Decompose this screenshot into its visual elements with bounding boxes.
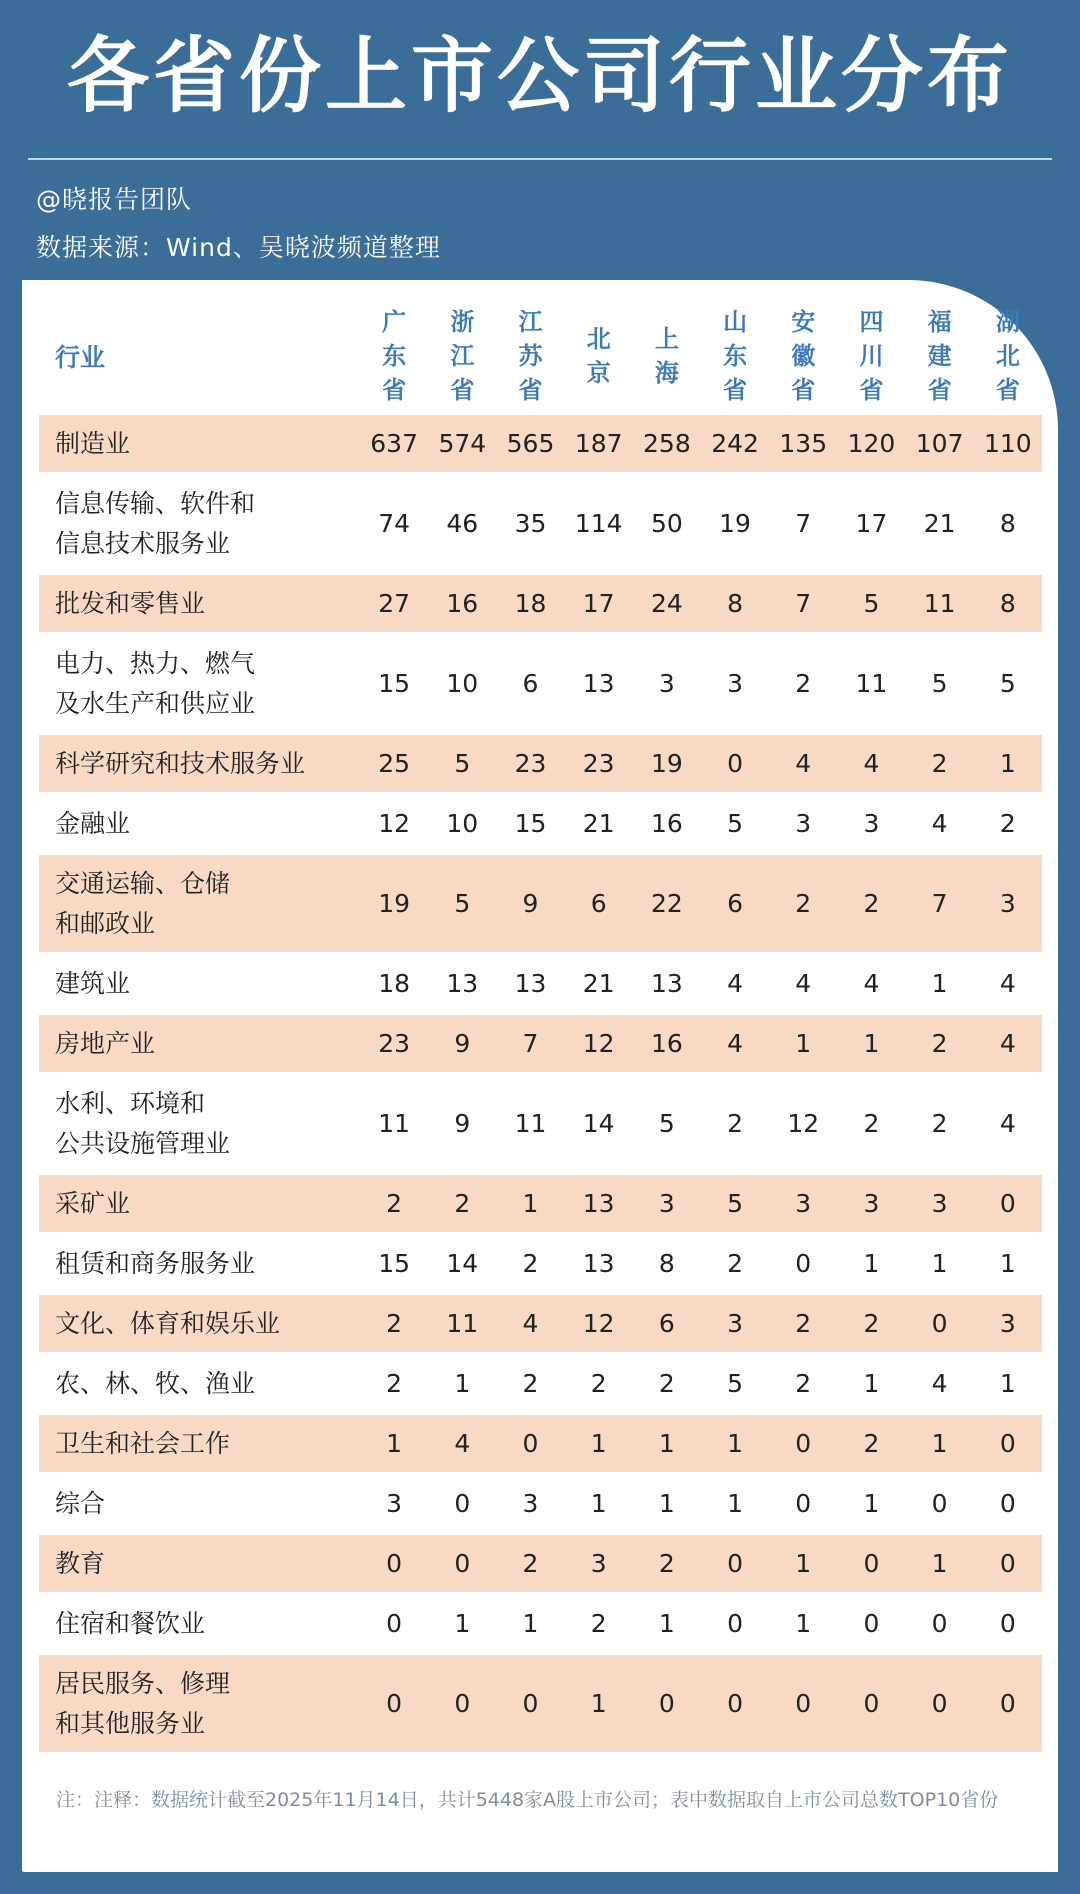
count-cell: 2: [906, 734, 974, 794]
count-cell: 0: [701, 1534, 769, 1594]
table-row: [39, 1354, 1042, 1414]
count-cell: 0: [974, 1474, 1042, 1534]
count-cell: 21: [906, 474, 974, 574]
count-cell: 9: [428, 1014, 496, 1074]
count-cell: 135: [769, 415, 837, 474]
count-cell: 1: [769, 1594, 837, 1654]
count-cell: 1: [565, 1474, 633, 1534]
count-cell: 2: [906, 1014, 974, 1074]
count-cell: 4: [701, 1014, 769, 1074]
count-cell: 2: [633, 1354, 701, 1414]
page-title: 各省份上市公司行业分布: [66, 29, 1013, 124]
count-cell: 2: [837, 1294, 905, 1354]
count-cell: 19: [701, 474, 769, 574]
industry-name: 电力、热力、燃气 及水生产和供应业: [39, 634, 360, 734]
count-cell: 0: [360, 1534, 428, 1594]
industry-table: [39, 297, 1042, 1752]
count-cell: 11: [428, 1294, 496, 1354]
industry-name: 交通运输、仓储 和邮政业: [39, 854, 360, 954]
count-cell: 2: [974, 794, 1042, 854]
count-cell: 24: [633, 574, 701, 634]
count-cell: 3: [360, 1474, 428, 1534]
industry-name: 科学研究和技术服务业: [39, 734, 360, 794]
province-header: 四川省: [859, 308, 884, 404]
table-row: [39, 794, 1042, 854]
table-row: [39, 1074, 1042, 1174]
count-cell: 1: [906, 1234, 974, 1294]
count-cell: 13: [496, 954, 564, 1014]
count-cell: 22: [633, 854, 701, 954]
count-cell: 0: [769, 1414, 837, 1474]
count-cell: 15: [360, 634, 428, 734]
count-cell: 6: [565, 854, 633, 954]
count-cell: 5: [633, 1074, 701, 1174]
count-cell: 4: [974, 954, 1042, 1014]
count-cell: 5: [701, 794, 769, 854]
count-cell: 258: [633, 415, 701, 474]
count-cell: 2: [428, 1174, 496, 1234]
count-cell: 1: [974, 1354, 1042, 1414]
count-cell: 0: [974, 1534, 1042, 1594]
count-cell: 15: [496, 794, 564, 854]
count-cell: 16: [428, 574, 496, 634]
industry-name: 采矿业: [39, 1174, 360, 1234]
count-cell: 7: [906, 854, 974, 954]
count-cell: 3: [769, 1174, 837, 1234]
count-cell: 8: [974, 574, 1042, 634]
table-row: [39, 1014, 1042, 1074]
count-cell: 23: [565, 734, 633, 794]
count-cell: 5: [428, 854, 496, 954]
province-header: 江苏省: [518, 308, 543, 404]
count-cell: 4: [837, 734, 905, 794]
table-row: [39, 854, 1042, 954]
count-cell: 1: [769, 1534, 837, 1594]
count-cell: 8: [633, 1234, 701, 1294]
count-cell: 0: [837, 1534, 905, 1594]
count-cell: 0: [428, 1654, 496, 1753]
count-cell: 0: [633, 1654, 701, 1753]
count-cell: 12: [360, 794, 428, 854]
count-cell: 0: [906, 1294, 974, 1354]
count-cell: 2: [906, 1074, 974, 1174]
count-cell: 114: [565, 474, 633, 574]
province-header: 广东省: [382, 308, 407, 404]
industry-name: 居民服务、修理 和其他服务业: [39, 1654, 360, 1753]
count-cell: 0: [769, 1474, 837, 1534]
count-cell: 6: [496, 634, 564, 734]
industry-name: 制造业: [39, 415, 360, 474]
count-cell: 2: [565, 1354, 633, 1414]
count-cell: 12: [565, 1014, 633, 1074]
count-cell: 23: [360, 1014, 428, 1074]
count-cell: 7: [769, 574, 837, 634]
table-card: [22, 280, 1058, 1872]
count-cell: 21: [565, 794, 633, 854]
count-cell: 0: [906, 1594, 974, 1654]
count-cell: 5: [906, 634, 974, 734]
count-cell: 13: [428, 954, 496, 1014]
count-cell: 3: [701, 1294, 769, 1354]
count-cell: 5: [701, 1174, 769, 1234]
table-row: [39, 415, 1042, 474]
count-cell: 1: [837, 1354, 905, 1414]
count-cell: 4: [769, 734, 837, 794]
count-cell: 12: [565, 1294, 633, 1354]
count-cell: 74: [360, 474, 428, 574]
count-cell: 1: [633, 1474, 701, 1534]
count-cell: 1: [565, 1654, 633, 1753]
count-cell: 9: [428, 1074, 496, 1174]
count-cell: 0: [701, 1594, 769, 1654]
count-cell: 0: [974, 1654, 1042, 1753]
table-row: [39, 734, 1042, 794]
count-cell: 2: [360, 1354, 428, 1414]
count-cell: 1: [701, 1474, 769, 1534]
province-header: 浙江省: [450, 308, 475, 404]
count-cell: 2: [701, 1234, 769, 1294]
count-cell: 18: [360, 954, 428, 1014]
table-body: [39, 415, 1042, 1752]
count-cell: 0: [428, 1534, 496, 1594]
count-cell: 13: [633, 954, 701, 1014]
count-cell: 8: [701, 574, 769, 634]
industry-name: 教育: [39, 1534, 360, 1594]
count-cell: 2: [769, 854, 837, 954]
count-cell: 6: [633, 1294, 701, 1354]
count-cell: 6: [701, 854, 769, 954]
industry-name: 卫生和社会工作: [39, 1414, 360, 1474]
count-cell: 11: [906, 574, 974, 634]
count-cell: 1: [428, 1594, 496, 1654]
count-cell: 242: [701, 415, 769, 474]
count-cell: 2: [360, 1174, 428, 1234]
province-header: 山东省: [723, 308, 748, 404]
count-cell: 0: [360, 1654, 428, 1753]
count-cell: 2: [837, 1414, 905, 1474]
count-cell: 1: [837, 1014, 905, 1074]
count-cell: 2: [496, 1234, 564, 1294]
count-cell: 13: [565, 1234, 633, 1294]
count-cell: 110: [974, 415, 1042, 474]
count-cell: 2: [837, 854, 905, 954]
province-header: 北京: [586, 325, 611, 387]
count-cell: 3: [633, 1174, 701, 1234]
table-row: [39, 954, 1042, 1014]
count-cell: 17: [565, 574, 633, 634]
count-cell: 14: [565, 1074, 633, 1174]
industry-name: 房地产业: [39, 1014, 360, 1074]
count-cell: 4: [974, 1014, 1042, 1074]
count-cell: 1: [837, 1474, 905, 1534]
count-cell: 10: [428, 634, 496, 734]
count-cell: 0: [360, 1594, 428, 1654]
count-cell: 1: [496, 1174, 564, 1234]
count-cell: 107: [906, 415, 974, 474]
count-cell: 17: [837, 474, 905, 574]
count-cell: 0: [701, 1654, 769, 1753]
count-cell: 3: [906, 1174, 974, 1234]
count-cell: 1: [428, 1354, 496, 1414]
count-cell: 3: [974, 854, 1042, 954]
count-cell: 1: [633, 1414, 701, 1474]
industry-name: 水利、环境和 公共设施管理业: [39, 1074, 360, 1174]
industry-name: 租赁和商务服务业: [39, 1234, 360, 1294]
count-cell: 1: [565, 1414, 633, 1474]
table-row: [39, 1414, 1042, 1474]
table-row: [39, 1654, 1042, 1753]
count-cell: 1: [496, 1594, 564, 1654]
industry-name: 信息传输、软件和 信息技术服务业: [39, 474, 360, 574]
title-divider: [28, 158, 1052, 160]
count-cell: 5: [837, 574, 905, 634]
count-cell: 5: [974, 634, 1042, 734]
data-source: 数据来源：Wind、吴晓波频道整理: [36, 233, 441, 262]
count-cell: 0: [428, 1474, 496, 1534]
table-header-row: [39, 297, 1042, 415]
count-cell: 8: [974, 474, 1042, 574]
table-row: [39, 1234, 1042, 1294]
count-cell: 0: [906, 1474, 974, 1534]
industry-name: 金融业: [39, 794, 360, 854]
count-cell: 13: [565, 1174, 633, 1234]
count-cell: 1: [906, 1414, 974, 1474]
count-cell: 12: [769, 1074, 837, 1174]
count-cell: 0: [974, 1174, 1042, 1234]
table-row: [39, 1174, 1042, 1234]
table-row: [39, 1294, 1042, 1354]
count-cell: 1: [633, 1594, 701, 1654]
count-cell: 0: [496, 1414, 564, 1474]
table-row: [39, 634, 1042, 734]
table-row: [39, 1594, 1042, 1654]
count-cell: 120: [837, 415, 905, 474]
count-cell: 2: [701, 1074, 769, 1174]
province-header: 福建省: [927, 308, 952, 404]
count-cell: 4: [906, 794, 974, 854]
count-cell: 1: [360, 1414, 428, 1474]
count-cell: 35: [496, 474, 564, 574]
count-cell: 4: [769, 954, 837, 1014]
count-cell: 13: [565, 634, 633, 734]
count-cell: 2: [565, 1594, 633, 1654]
count-cell: 25: [360, 734, 428, 794]
count-cell: 50: [633, 474, 701, 574]
count-cell: 3: [974, 1294, 1042, 1354]
count-cell: 4: [974, 1074, 1042, 1174]
count-cell: 1: [837, 1234, 905, 1294]
table-row: [39, 1474, 1042, 1534]
count-cell: 2: [496, 1534, 564, 1594]
count-cell: 2: [633, 1534, 701, 1594]
count-cell: 2: [496, 1354, 564, 1414]
count-cell: 16: [633, 794, 701, 854]
industry-name: 住宿和餐饮业: [39, 1594, 360, 1654]
count-cell: 1: [906, 954, 974, 1014]
count-cell: 3: [837, 794, 905, 854]
count-cell: 10: [428, 794, 496, 854]
count-cell: 19: [360, 854, 428, 954]
industry-name: 批发和零售业: [39, 574, 360, 634]
author-credit: @晓报告团队: [36, 185, 193, 214]
count-cell: 11: [837, 634, 905, 734]
count-cell: 4: [428, 1414, 496, 1474]
table-row: [39, 474, 1042, 574]
count-cell: 21: [565, 954, 633, 1014]
count-cell: 3: [701, 634, 769, 734]
count-cell: 1: [701, 1414, 769, 1474]
count-cell: 4: [906, 1354, 974, 1414]
count-cell: 46: [428, 474, 496, 574]
count-cell: 2: [360, 1294, 428, 1354]
count-cell: 2: [769, 1294, 837, 1354]
count-cell: 27: [360, 574, 428, 634]
count-cell: 7: [769, 474, 837, 574]
industry-name: 综合: [39, 1474, 360, 1534]
footnote: 注：注释：数据统计截至2025年11月14日，共计5448家A股上市公司；表中数据取自上市公司总数TOP10省份: [56, 1789, 999, 1811]
count-cell: 3: [769, 794, 837, 854]
count-cell: 5: [701, 1354, 769, 1414]
count-cell: 16: [633, 1014, 701, 1074]
count-cell: 3: [496, 1474, 564, 1534]
count-cell: 15: [360, 1234, 428, 1294]
count-cell: 637: [360, 415, 428, 474]
count-cell: 4: [496, 1294, 564, 1354]
count-cell: 11: [360, 1074, 428, 1174]
industry-column-header: 行业: [55, 343, 106, 372]
count-cell: 1: [769, 1014, 837, 1074]
count-cell: 18: [496, 574, 564, 634]
table-row: [39, 574, 1042, 634]
count-cell: 187: [565, 415, 633, 474]
count-cell: 0: [701, 734, 769, 794]
count-cell: 4: [837, 954, 905, 1014]
count-cell: 9: [496, 854, 564, 954]
industry-name: 农、林、牧、渔业: [39, 1354, 360, 1414]
count-cell: 2: [837, 1074, 905, 1174]
count-cell: 3: [633, 634, 701, 734]
count-cell: 0: [769, 1654, 837, 1753]
province-header: 湖北省: [995, 308, 1020, 404]
province-header: 上海: [654, 325, 679, 387]
count-cell: 1: [974, 734, 1042, 794]
industry-name: 建筑业: [39, 954, 360, 1014]
count-cell: 3: [565, 1534, 633, 1594]
count-cell: 0: [974, 1414, 1042, 1474]
count-cell: 11: [496, 1074, 564, 1174]
count-cell: 0: [837, 1594, 905, 1654]
count-cell: 3: [837, 1174, 905, 1234]
count-cell: 5: [428, 734, 496, 794]
count-cell: 0: [769, 1234, 837, 1294]
count-cell: 2: [769, 634, 837, 734]
count-cell: 0: [837, 1654, 905, 1753]
province-header: 安徽省: [791, 308, 816, 404]
count-cell: 1: [906, 1534, 974, 1594]
count-cell: 19: [633, 734, 701, 794]
count-cell: 574: [428, 415, 496, 474]
count-cell: 1: [974, 1234, 1042, 1294]
count-cell: 0: [974, 1594, 1042, 1654]
count-cell: 7: [496, 1014, 564, 1074]
count-cell: 0: [496, 1654, 564, 1753]
count-cell: 2: [769, 1354, 837, 1414]
count-cell: 14: [428, 1234, 496, 1294]
count-cell: 565: [496, 415, 564, 474]
table-row: [39, 1534, 1042, 1594]
count-cell: 4: [701, 954, 769, 1014]
count-cell: 23: [496, 734, 564, 794]
count-cell: 0: [906, 1654, 974, 1753]
industry-name: 文化、体育和娱乐业: [39, 1294, 360, 1354]
